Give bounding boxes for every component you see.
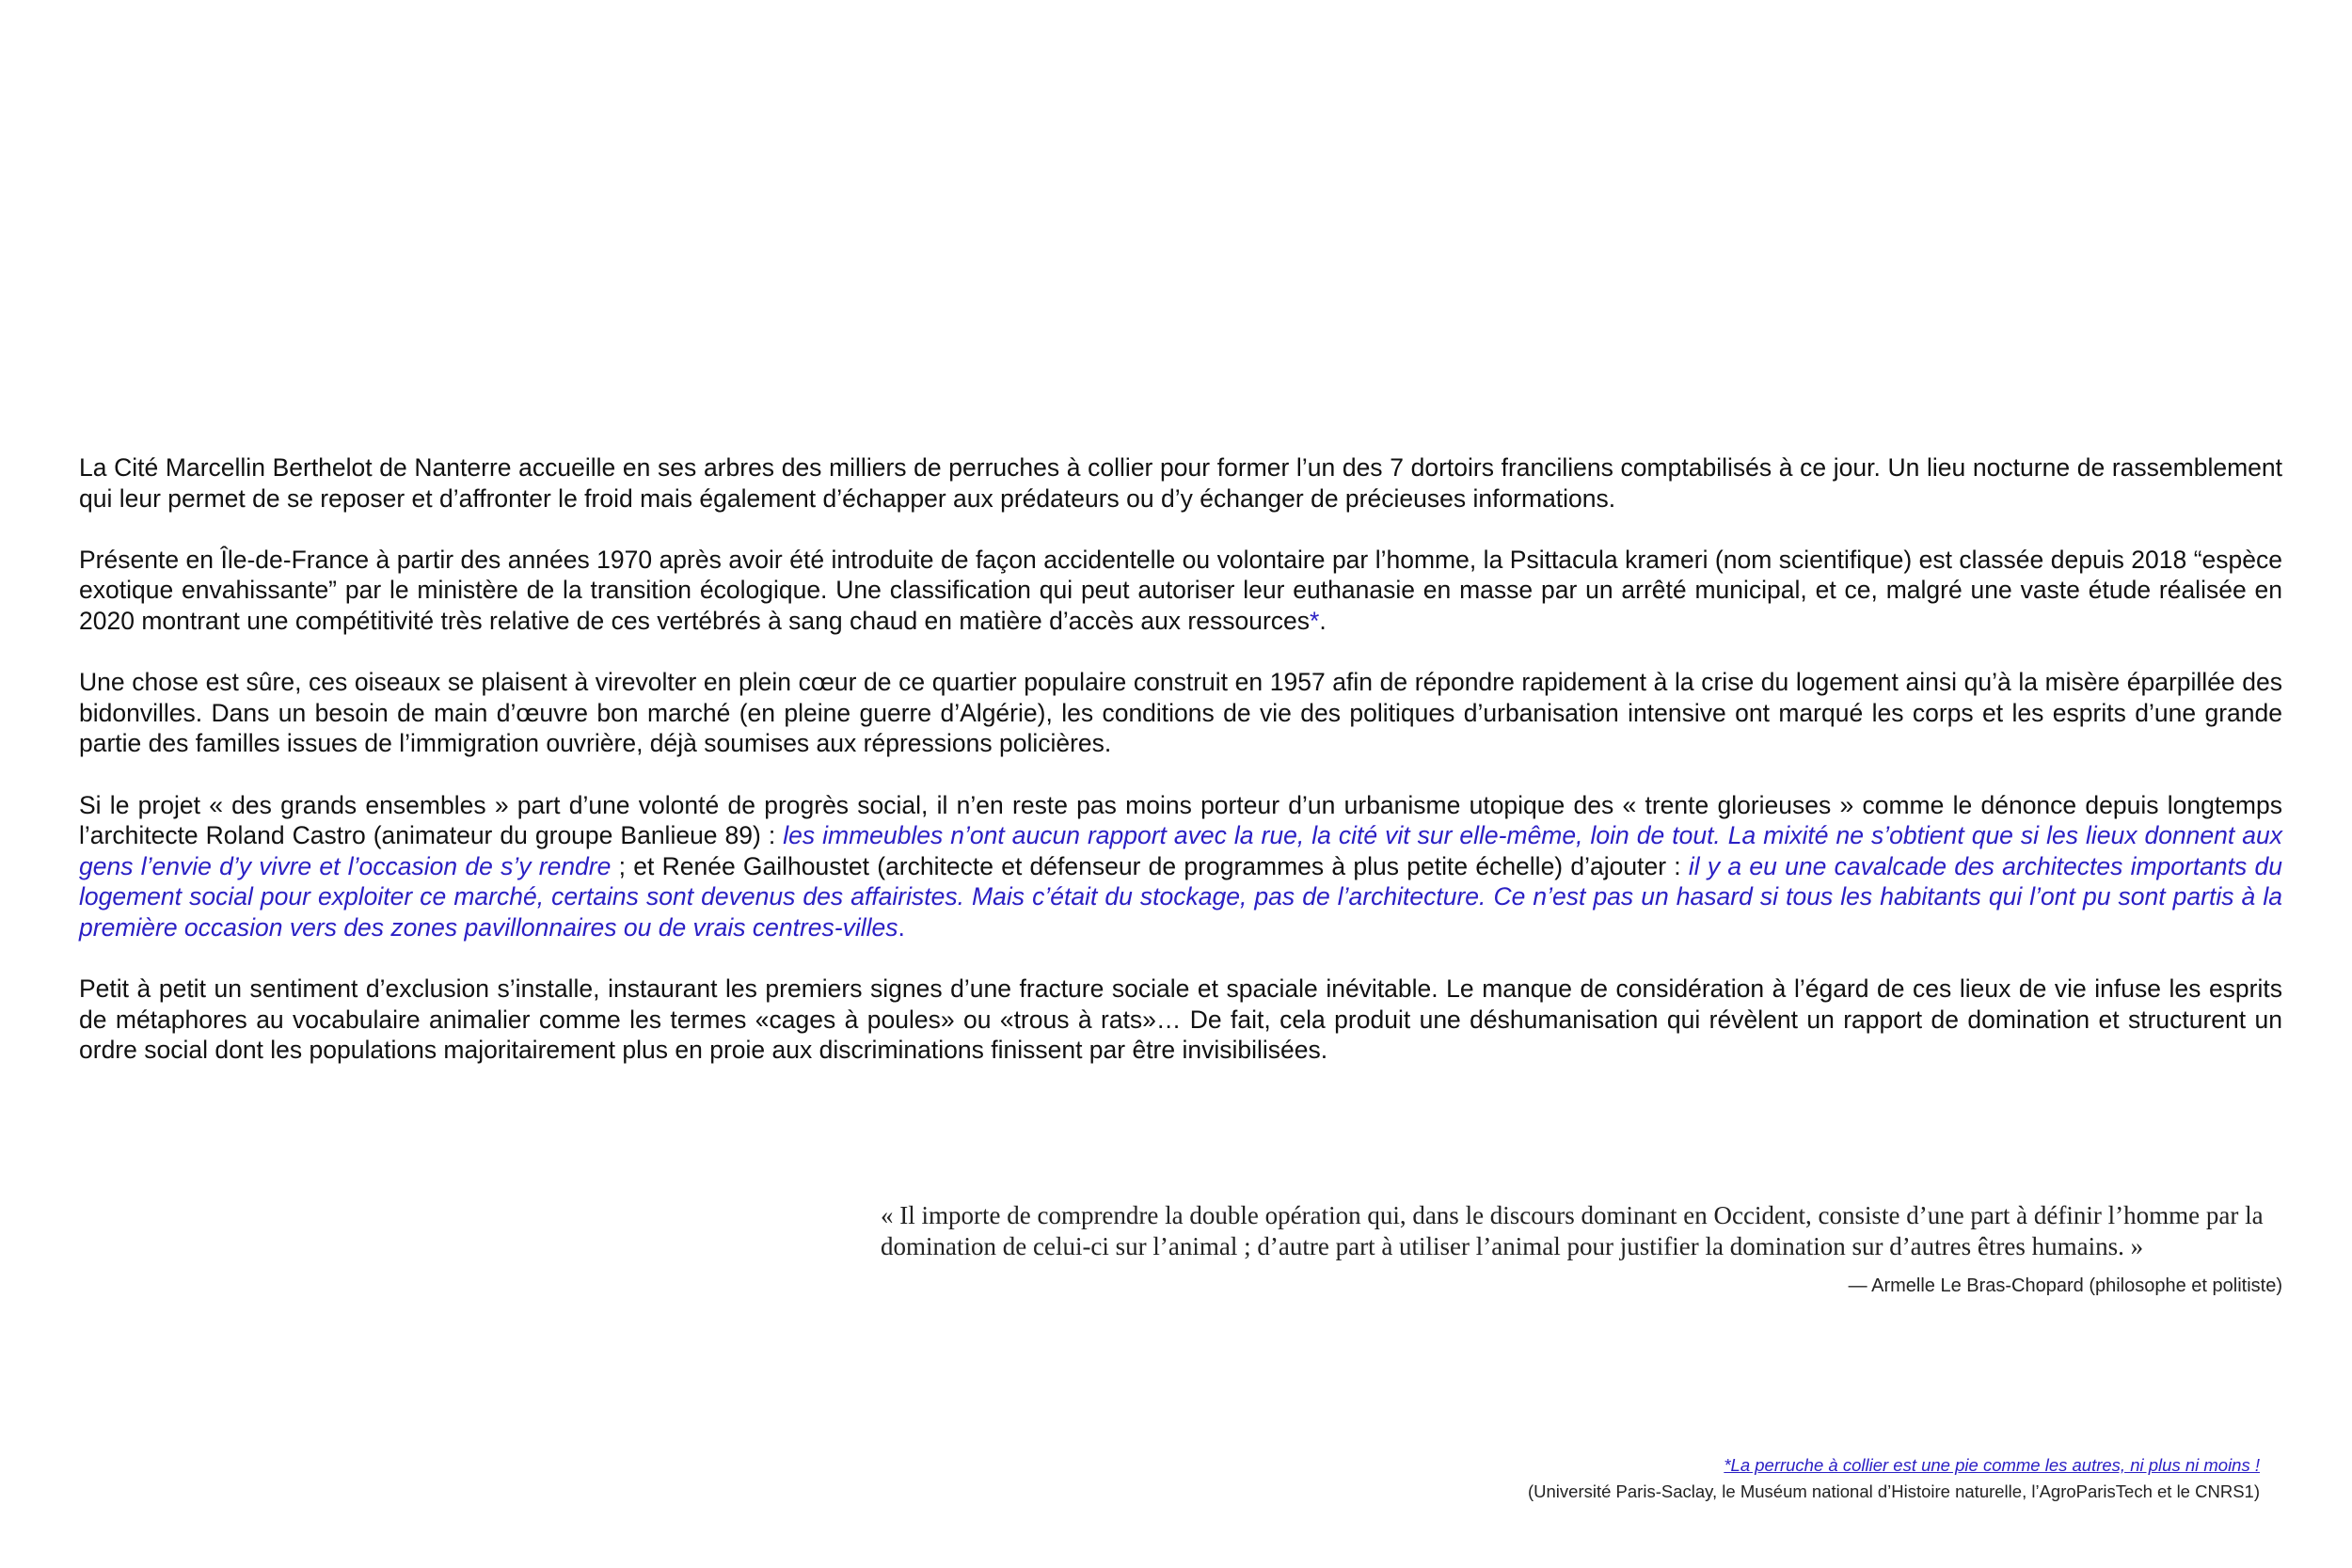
footnote-source: (Université Paris-Saclay, le Muséum national d’Histoire naturelle, l’AgroParisTech et le CNRS1) <box>1528 1481 2260 1501</box>
epigraph <box>881 1200 2282 1298</box>
paragraph-5: Petit à petit un sentiment d’exclusion s’installe, instaurant les premiers signes d’une fracture sociale et spaciale inévitable. Le manque de considération à l’égard de ces lieux de vie infuse les esprits de métaphores au vocabulaire animalier comme les termes «cages à poules» ou «trous à rats»… De fait, cela produit une déshumanisation qui révèlent un rapport de domination et structurent un ordre social dont les populations majoritairement plus en proie aux discriminations finissent par être invisibilisées. <box>79 974 2282 1065</box>
quote-renee-gailhoustet: il y a eu une cavalcade des architectes importants du logement social pour exploiter ce marché, certains sont devenus des affairistes. Mais c’était du stockage, pas de l’architecture. Ce n’est pas un hasard si tous les habitants qui l’ont pu sont partis à la première occasion vers des zones pavillonnaires ou de vrais centres-villes <box>79 851 2283 942</box>
paragraph-4-part-2: ; et Renée Gailhoustet (architecte et défenseur de programmes à plus petite échelle) d’ajouter : <box>611 851 1689 880</box>
paragraph-2-end: . <box>1319 606 1327 635</box>
footnote-asterisk[interactable]: * <box>1310 606 1320 635</box>
paragraph-4-end: . <box>898 912 905 942</box>
quote-roland-castro: les immeubles n’ont aucun rapport avec la rue, la cité vit sur elle-même, loin de tout. La mixité ne s’obtient que si les lieux donnent aux gens l’envie d’y vivre et l’occasion de s’y rendre <box>79 821 2282 880</box>
epigraph-attribution: — Armelle Le Bras-Chopard (philosophe et politiste) <box>1848 1275 2282 1296</box>
paragraph-2-text: Présente en Île-de-France à partir des années 1970 après avoir été introduite de façon accidentelle ou volontaire par l’homme, la Psittacula krameri (nom scientifique) est classée depuis 2018 “espèce exotique envahissante” par le ministère de la transition écologique. Une classification qui peut autoriser leur euthanasie en masse par un arrêté municipal, et ce, malgré une vaste étude réalisée en 2020 montrant une compétitivité très relative de ces vertébrés à sang chaud en matière d’accès aux ressources <box>79 545 2282 635</box>
footnote-link[interactable]: *La perruche à collier est une pie comme les autres, ni plus ni moins ! <box>1724 1455 2260 1475</box>
paragraph-1: La Cité Marcellin Berthelot de Nanterre accueille en ses arbres des milliers de perruches à collier pour former l’un des 7 dortoirs franciliens comptabilisés à ce jour. Un lieu nocturne de rassemblement qui leur permet de se reposer et d’affronter le froid mais également d’échapper aux prédateurs ou d’y échanger de précieuses informations. <box>79 453 2282 513</box>
epigraph-quote: « Il importe de comprendre la double opération qui, dans le discours dominant en Occident, consiste d’une part à définir l’homme par la domination de celui-ci sur l’animal ; d’autre part à utiliser l’animal pour justifier la domination sur d’autres êtres humains. » <box>881 1201 2264 1260</box>
paragraph-4 <box>79 790 2282 943</box>
paragraph-3: Une chose est sûre, ces oiseaux se plaisent à virevolter en plein cœur de ce quartier populaire construit en 1957 afin de répondre rapidement à la crise du logement ainsi qu’à la misère éparpillée des bidonvilles. Dans un besoin de main d’œuvre bon marché (en pleine guerre d’Algérie), les conditions de vie des politiques d’urbanisation intensive ont marqué les corps et les esprits d’une grande partie des familles issues de l’immigration ouvrière, déjà soumises aux répressions policières. <box>79 668 2282 758</box>
paragraph-2 <box>79 545 2282 637</box>
footnote <box>1528 1452 2260 1505</box>
paragraph-4-part-1: Si le projet « des grands ensembles » part d’une volonté de progrès social, il n’en reste pas moins porteur d’un urbanisme utopique des « trente glorieuses » comme le dénonce depuis longtemps l’architecte Roland Castro (animateur du groupe Banlieue 89) : <box>79 790 2282 850</box>
article-body <box>79 452 2282 1096</box>
